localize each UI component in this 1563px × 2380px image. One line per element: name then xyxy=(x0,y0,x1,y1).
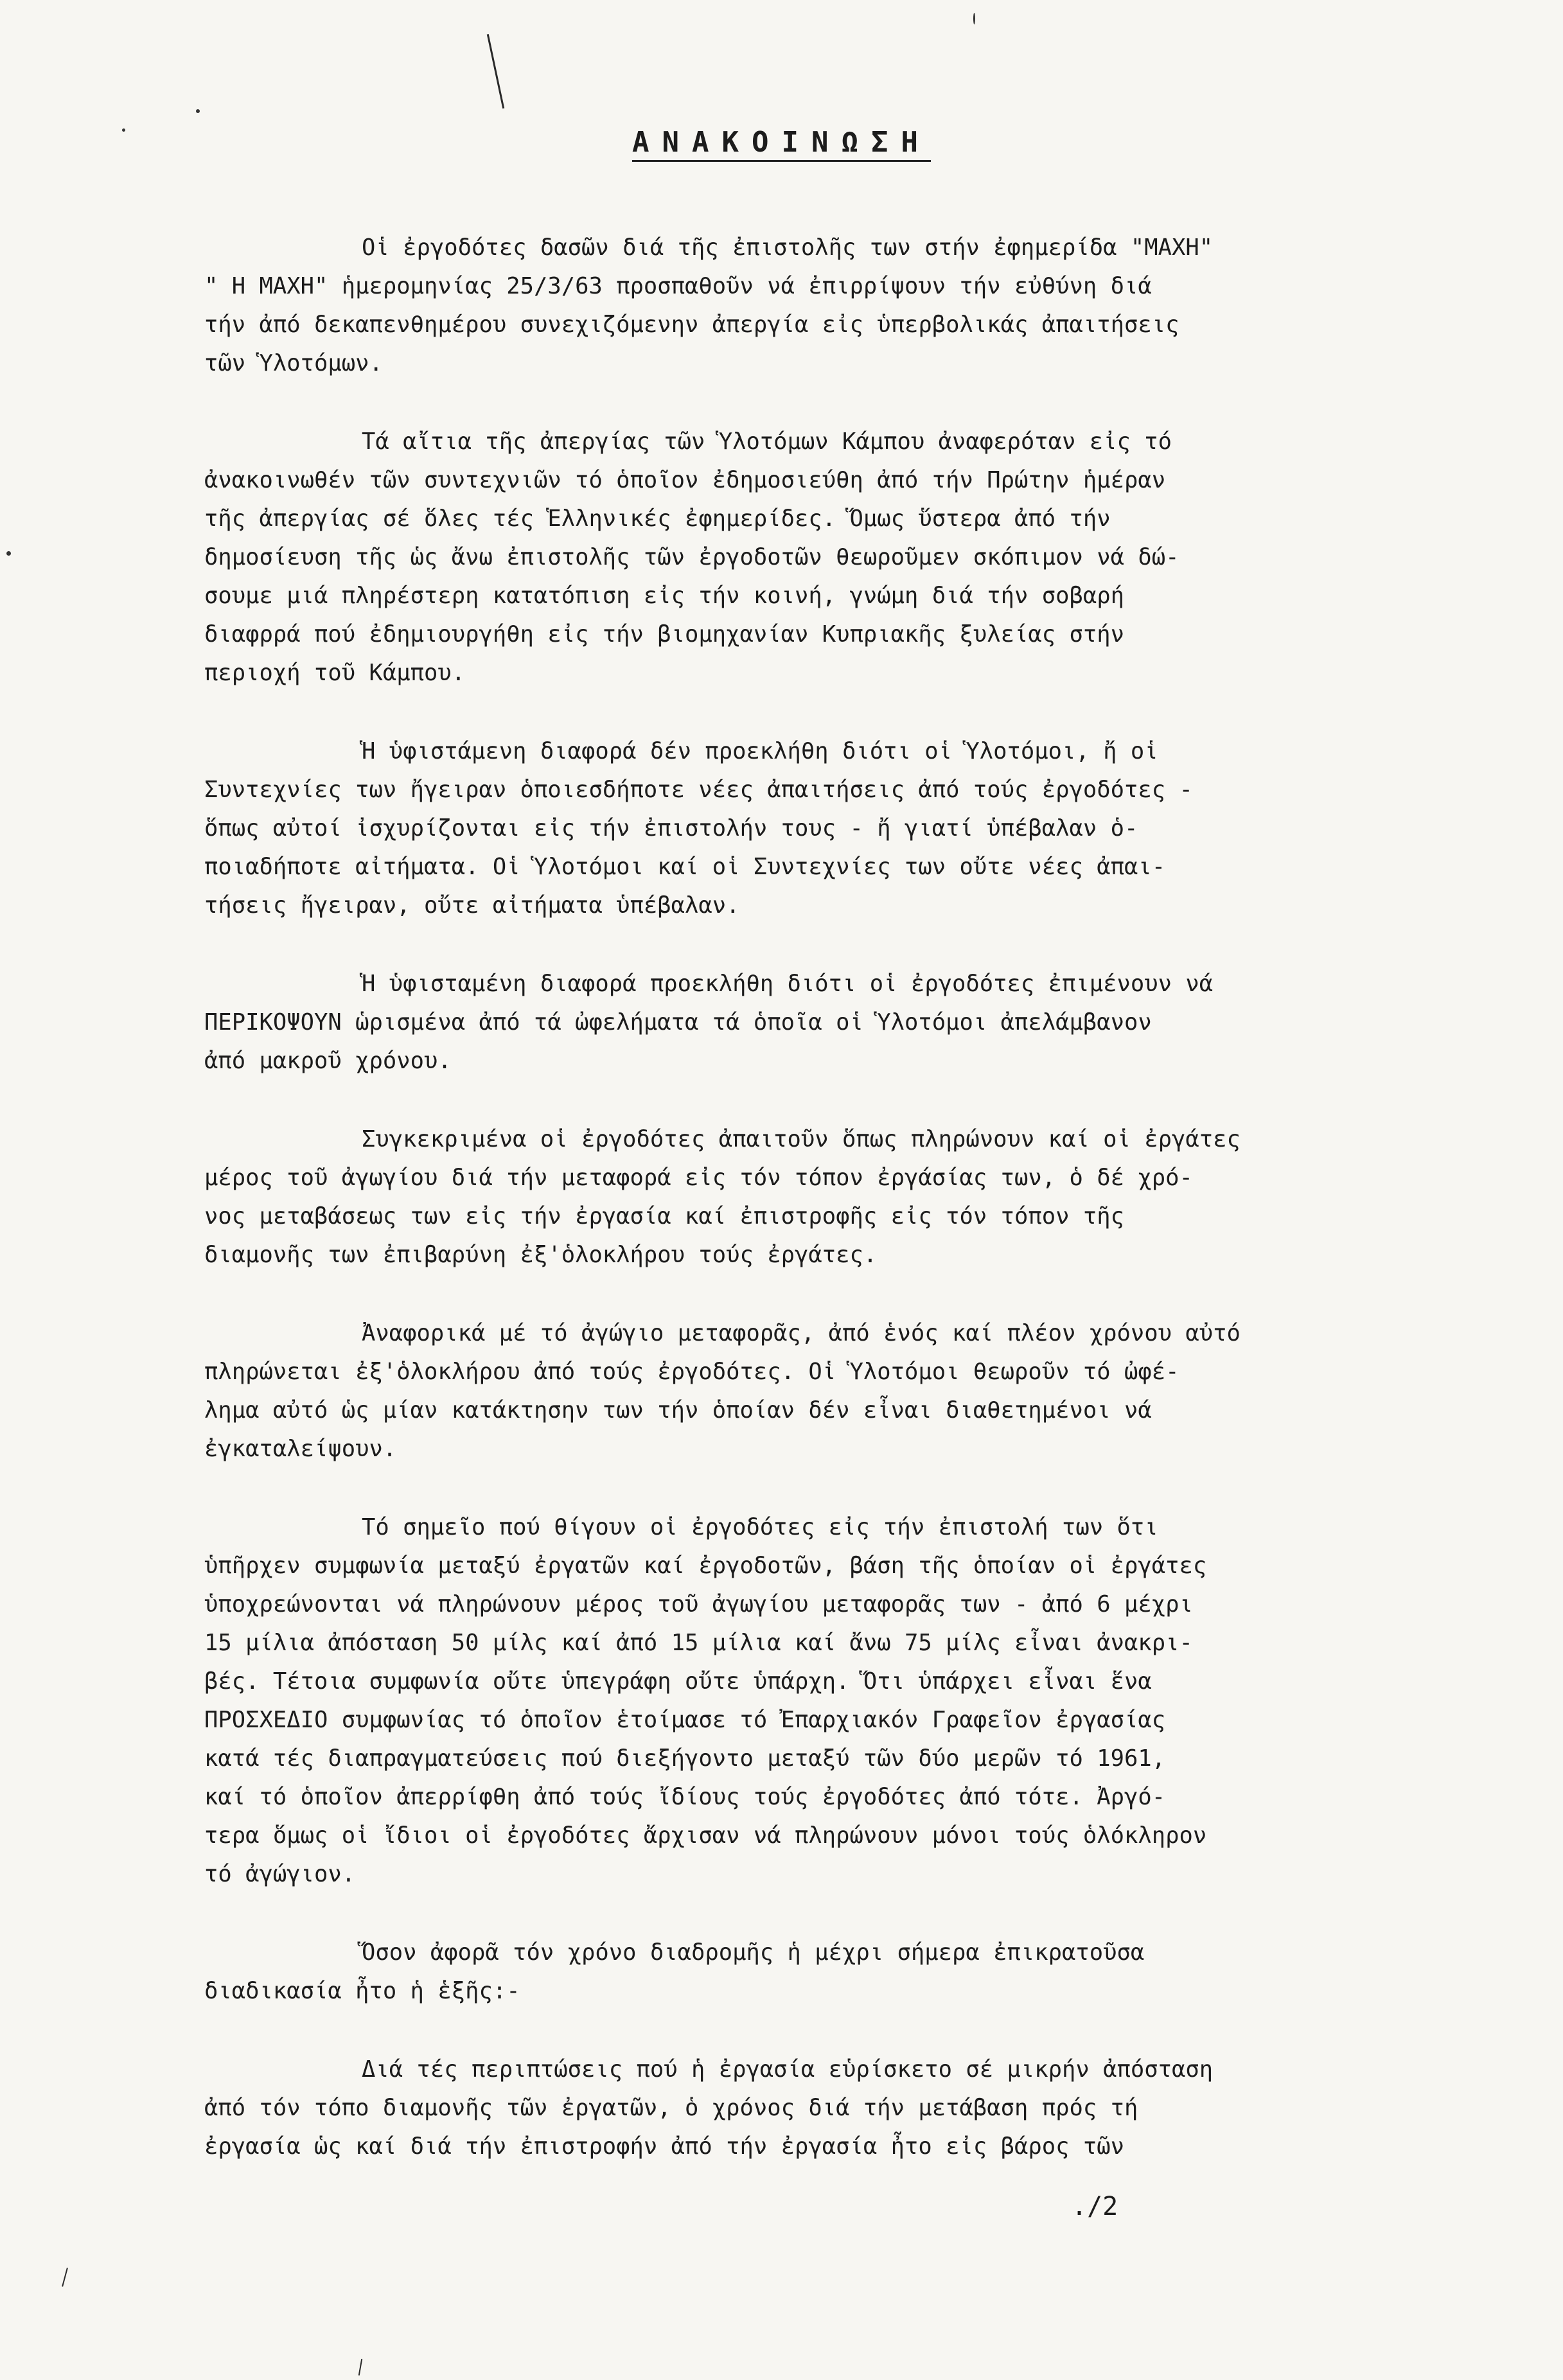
paragraph: Τό σημεῖο πού θίγουν οἱ ἐργοδότες εἰς τήν ἐπιστολή των ὅτι ὑπῆρχεν συμφωνία μεταξύ ἐργατῶν καί ἐργοδοτῶν, βάση τῆς ὁποίαν οἱ ἐργάτες ὑποχρεώνονται νά πληρώνουν μέρος τοῦ ἀγωγίου μεταφορᾶς των - ἀπό 6 μέχρι 15 μίλια ἀπόσταση 50 μίλς καί ἀπό 15 μίλια καί ἄνω 75 μίλς εἶναι ἀνακρι- βές. Τέτοια συμφωνία οὔτε ὑπεγράφη οὔτε ὑπάρχη. Ὅτι ὑπάρχει εἶναι ἕνα ΠΡΟΣΧΕΔΙΟ συμφωνίας τό ὁποῖον ἑτοίμασε τό Ἐπαρχιακόν Γραφεῖον ἐργασίας κατά τές διαπραγματεύσεις πού διεξήγοντο μεταξύ τῶν δύο μερῶν τό 1961, καί τό ὁποῖον ἀπερρίφθη ἀπό τούς ἴδίους τούς ἐργοδότες ἀπό τότε. Ἀργό- τερα ὅμως οἱ ἴδιοι οἱ ἐργοδότες ἄρχισαν νά πληρώνουν μόνοι τούς ὁλόκληρον τό ἀγώγιον. xyxy=(204,1514,1207,1887)
ink-speck xyxy=(973,13,975,24)
paragraph: Ἀναφορικά μέ τό ἀγώγιο μεταφορᾶς, ἀπό ἑνός καί πλέον χρόνου αὐτό πληρώνεται ἐξ'ὁλοκλήρου ἀπό τούς ἐργοδότες. Οἱ Ὑλοτόμοι θεωροῦν τό ὠφέ- λημα αὐτό ὡς μίαν κατάκτησην των τήν ὁποίαν δέν εἶναι διαθετημένοι νά ἐγκαταλείψουν. xyxy=(204,1320,1241,1462)
ink-speck xyxy=(196,109,200,113)
paragraph: Διά τές περιπτώσεις πού ἡ ἐργασία εὑρίσκετο σέ μικρήν ἀπόσταση ἀπό τόν τόπο διαμονῆς τῶν ἐργατῶν, ὁ χρόνος διά τήν μετάβαση πρός τή ἐργασία ὡς καί διά τήν ἐπιστροφήν ἀπό τήν ἐργασία ἦτο εἰς βάρος τῶν xyxy=(204,2056,1214,2160)
page-number: ./2 xyxy=(1072,2192,1118,2221)
pen-mark xyxy=(62,2268,68,2286)
paragraph: Ἡ ὑφιστάμενη διαφορά δέν προεκλήθη διότι οἱ Ὑλοτόμοι, ἤ οἱ Συντεχνίες των ἤγειραν ὁποιεσδήποτε νέες ἀπαιτήσεις ἀπό τούς ἐργοδότες - ὅπως αὐτοί ἰσχυρίζονται εἰς τήν ἐπιστολήν τους - ἤ γιατί ὑπέβαλαν ὁ- ποιαδήποτε αἰτήματα. Οἱ Ὑλοτόμοι καί οἱ Συντεχνίες των οὔτε νέες ἀπαι- τήσεις ἤγειραν, οὔτε αἰτήματα ὑπέβαλαν. xyxy=(204,738,1193,919)
ink-speck xyxy=(6,551,11,556)
paragraph: Συγκεκριμένα οἱ ἐργοδότες ἀπαιτοῦν ὅπως πληρώνουν καί οἱ ἐργάτες μέρος τοῦ ἀγωγίου διά τήν μεταφορά εἰς τόν τόπον ἐργάσίας των, ὁ δέ χρό- νος μεταβάσεως των εἰς τήν ἐργασία καί ἐπιστροφῆς εἰς τόν τόπον τῆς διαμονῆς των ἐπιβαρύνη ἐξ'ὁλοκλήρου τούς ἐργάτες. xyxy=(204,1126,1241,1268)
paragraph: Ἡ ὑφισταμένη διαφορά προεκλήθη διότι οἱ ἐργοδότες ἐπιμένουν νά ΠΕΡΙΚΟΨΟΥΝ ὡρισμένα ἀπό τά ὠφελήματα τά ὁποῖα οἱ Ὑλοτόμοι ἀπελάμβανον ἀπό μακροῦ χρόνου. xyxy=(204,971,1214,1074)
paragraph: Ὅσον ἀφορᾶ τόν χρόνο διαδρομῆς ἡ μέχρι σήμερα ἐπικρατοῦσα διαδικασία ἦτο ἡ ἑξῆς:- xyxy=(204,1939,1145,2004)
pen-mark xyxy=(487,34,504,109)
document-body xyxy=(204,229,1422,2166)
document-title: ΑΝΑΚΟΙΝΩΣΗ xyxy=(0,126,1563,159)
paragraph: Τά αἴτια τῆς ἀπεργίας τῶν Ὑλοτόμων Κάμπου ἀναφερόταν εἰς τό ἀνακοινωθέν τῶν συντεχνιῶν τό ὁποῖον ἐδημοσιεύθη ἀπό τήν Πρώτην ἡμέραν τῆς ἀπεργίας σέ ὅλες τές Ἑλληνικές ἐφημερίδες. Ὅμως ὕστερα ἀπό τήν δημοσίευση τῆς ὡς ἄνω ἐπιστολῆς τῶν ἐργοδοτῶν θεωροῦμεν σκόπιμον νά δώ- σουμε μιά πληρέστερη κατατόπιση εἰς τήν κοινή, γνώμη διά τήν σοβαρή διαφρρά πού ἐδημιουργήθη εἰς τήν βιομηχανίαν Κυπριακῆς ξυλείας στήν περιοχή τοῦ Κάμπου. xyxy=(204,428,1179,686)
pen-mark xyxy=(358,2359,362,2376)
paragraph: Οἱ ἐργοδότες δασῶν διά τῆς ἐπιστολῆς των στήν ἐφημερίδα "ΜΑΧΗ" " Η ΜΑΧΗ" ἡμερομηνίας 25/3/63 προσπαθοῦν νά ἐπιρρίψουν τήν εὐθύνη διά τήν ἀπό δεκαπενθημέρου συνεχιζόμενην ἀπεργία εἰς ὑπερβολικάς ἀπαιτήσεις τῶν Ὑλοτόμων. xyxy=(204,234,1214,376)
